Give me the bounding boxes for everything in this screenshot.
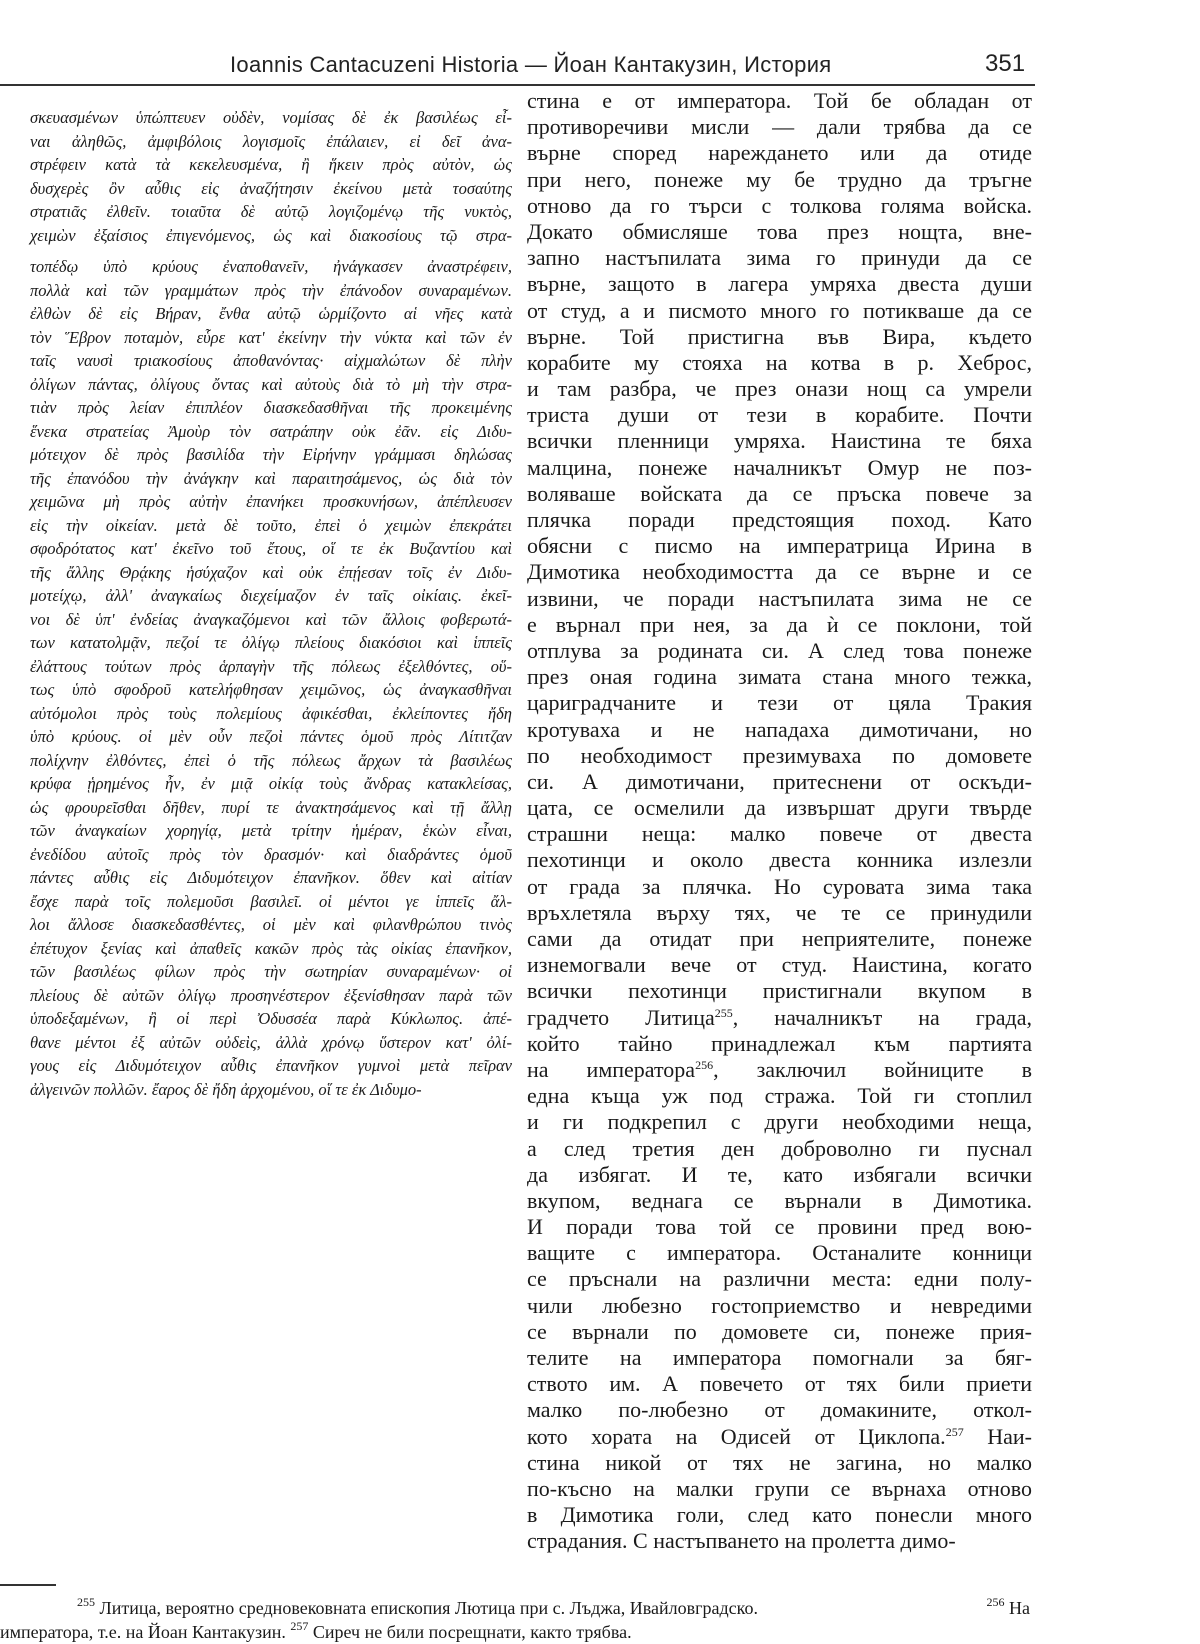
footnote-text: императора, т.е. на Йоан Кантакузин. xyxy=(0,1622,286,1642)
greek-text-line: σφοδρότατος κατ' ἐκεῖνο τοῦ ἔτους, οἵ τε ἐκ Βυζαντίου καὶ xyxy=(30,539,512,558)
line-text: цариградчаните и тези от цяла Тракия xyxy=(527,690,1032,716)
greek-text-line: των κατατολμᾷν, πεζοί τε ὀλίγῳ πλείους διακόσιοι καὶ ἱππεῖς xyxy=(30,633,512,652)
line-text: е върнал при нея, за да ѝ се поклони, той xyxy=(527,611,1032,637)
translation-text-line xyxy=(527,1162,1032,1188)
translation-text-line xyxy=(527,88,1032,114)
footnote-text: На xyxy=(1009,1598,1030,1618)
greek-text-line: ναι ἀληθῶς, ἀμφιβόλοις λογισμοῖς ἐπάλαιεν, εἰ δεῖ ἀνα- xyxy=(30,131,512,151)
translation-text-line xyxy=(527,926,1032,952)
translation-text-line xyxy=(527,350,1032,376)
greek-text-line: ὑπὸ κρύους. οἱ μὲν οὖν πεζοὶ πάντες ὁμοῦ πρὸς Λίτιτζαν xyxy=(30,727,512,746)
line-text: запно настъпилата зима го принуди да се xyxy=(527,245,1032,271)
translation-text-line xyxy=(527,874,1032,900)
greek-text-line: ἀλγεινῶν πολλῶν. ἔαρος δὲ ἤδη ἀρχομένου, οἵ τε ἐκ Διδυμο- xyxy=(30,1079,422,1099)
footnote-reference[interactable]: 255 xyxy=(714,1005,733,1020)
translation-text-line xyxy=(527,769,1032,795)
translation-text-line xyxy=(527,140,1032,166)
translation-text-line xyxy=(527,114,1032,140)
page-number: 351 xyxy=(985,50,1026,77)
running-header-title: Ioannis Cantacuzeni Historia — Йоан Кантакузин, История xyxy=(230,52,832,77)
line-text: да избягат. И те, като избягали всички xyxy=(527,1161,1032,1187)
translation-text-line xyxy=(527,1005,1032,1031)
translation-text-line xyxy=(527,664,1032,690)
greek-text-line: ἐλθὼν δὲ εἰς Βήραν, ἔνθα αὐτῷ ὡρμίζοντο αἱ νῆες κατὰ xyxy=(30,304,512,323)
footnote-reference[interactable]: 256 xyxy=(695,1057,714,1072)
line-text: малко по-любезно от домакините, откол- xyxy=(527,1397,1032,1423)
footnote-text: Литица, вероятно средновековната епископия Лютица при с. Лъджа, Ивайловградско. xyxy=(99,1598,758,1618)
line-text: вкупом, веднага се върнали в Димотика. xyxy=(527,1187,1032,1213)
translation-text-line xyxy=(527,271,1032,297)
greek-text-line: ὑποδεξαμένων, ἢ οἱ περὶ Ὀδυσσέα παρὰ Κύκλωπος. ἀπέ- xyxy=(30,1009,512,1028)
line-text: Докато обмисляше това през нощта, вне- xyxy=(527,218,1032,244)
line-text: кротуваха и не нападаха димотичани, но xyxy=(527,716,1032,742)
greek-text-line: γους εἰς Διδυμότειχον αὖθις ἐπανῆκον γυμνοὶ μετὰ πεῖραν xyxy=(30,1056,512,1075)
line-text: , началникът на града, xyxy=(732,1004,1032,1030)
translation-text-line xyxy=(527,1057,1032,1083)
footnote-number: 255 xyxy=(77,1595,95,1609)
greek-text-line: πολίχνην ἐλθόντες, ἐπεὶ ὁ τῆς πόλεως ἄρχων τὰ βασιλέως xyxy=(30,750,512,770)
translation-text-line xyxy=(527,612,1032,638)
greek-text-line: ἔσχε παρὰ τοῖς πολεμοῦσι βασιλεῖ. οἱ μέντοι γε ἱππεῖς ἄλ- xyxy=(30,891,512,911)
translation-text-line xyxy=(527,743,1032,769)
translation-text-line xyxy=(527,219,1032,245)
footnote-line xyxy=(0,1620,1030,1644)
greek-text-line: τῆς ἄλλης Θρᾴκης ἡσύχαζον καὶ οὐκ ἐπῄεσαν τοῖς ἐν Διδυ- xyxy=(30,562,512,582)
greek-text-line: ταῖς ναυσὶ τριακοσίους ἀποθανόντας· αἰχμαλώτων δὲ πλὴν xyxy=(30,351,512,370)
footnote-line xyxy=(0,1596,1030,1620)
translation-text-line xyxy=(527,821,1032,847)
greek-text-line: χειμὼν ἐξαίσιος ἐπιγενόμενος, ὡς καὶ διακοσίους τῷ στρα- xyxy=(30,225,512,245)
line-text: И поради това той се провини пред вою- xyxy=(527,1214,1032,1240)
line-text: ващите с императора. Останалите конници xyxy=(527,1240,1032,1266)
translation-text-line xyxy=(527,638,1032,664)
greek-text-line: στρέφειν κατὰ τὰ κεκελευσμένα, ἢ ἥκειν πρὸς αὐτὸν, ὡς xyxy=(30,155,512,174)
translation-text-line xyxy=(527,1214,1032,1240)
greek-text-line: τως ὑπὸ σφοδροῦ κατελήφθησαν χειμῶνος, ὡς ἀναγκασθῆναι xyxy=(30,680,512,699)
footnote-rule xyxy=(0,1584,56,1586)
line-text: една къща уж под стража. Той ги стоплил xyxy=(527,1083,1032,1109)
greek-text-line: χειμῶνα μὴ πρὸς αὐτὴν ἐπανήκει προσκυνήσων, ἀπέπλευσεν xyxy=(30,492,512,511)
line-text: градчето Литица xyxy=(527,1004,715,1030)
line-text: стина никой от тях не загина, но малко xyxy=(527,1449,1032,1475)
greek-text-line: πολλὰ καὶ τῶν γραμμάτων πρὸς τὴν ἐπάνοδον συναραμένων. xyxy=(30,280,512,300)
line-text: на императора xyxy=(527,1056,696,1082)
line-text: чили любезно гостоприемство и невредими xyxy=(527,1292,1032,1318)
line-text: върне, защото в лагера умряха двеста души xyxy=(527,271,1032,297)
translation-text-line xyxy=(527,795,1032,821)
translation-text-line xyxy=(527,167,1032,193)
translation-text-line xyxy=(527,1502,1032,1528)
translation-text-line xyxy=(527,507,1032,533)
translation-text-line xyxy=(527,1083,1032,1109)
translation-text-line xyxy=(527,245,1032,271)
line-text: воляваше войската да се пръска повече за xyxy=(527,480,1032,506)
line-text: в Димотика голи, след като понесли много xyxy=(527,1502,1032,1528)
line-text: и там разбра, че през онази нощ са умрели xyxy=(527,376,1032,402)
translation-text-line xyxy=(527,376,1032,402)
greek-text-line: ὡς φρουρεῖσθαι δῆθεν, πυρί τε ἀνακτησάμενος καὶ τῇ ἄλλῃ xyxy=(30,797,512,817)
greek-text-line: στρατιᾶς ἐλθεῖν. τοιαῦτα δὲ αὐτῷ λογιζομένῳ τῆς νυκτὸς, xyxy=(30,202,512,221)
line-text: през оная година зимата стана много тежка, xyxy=(527,664,1032,690)
greek-text-line: ἐλάττους τούτων πρὸς ἁρπαγὴν τῆς πόλεως ἐξελθόντες, οὕ- xyxy=(30,656,512,676)
greek-text-line: αὐτόμολοι πρὸς τοὺς πολεμίους ἀφικέσθαι, ἐκλείποντες ἤδη xyxy=(30,703,512,723)
line-text: по-късно на малки групи се върнаха отново xyxy=(527,1475,1032,1501)
line-text: се върнали по домовете си, понеже прия- xyxy=(527,1318,1032,1344)
footnote-number: 256 xyxy=(986,1595,1005,1609)
footnote-256-start xyxy=(987,1596,1031,1620)
line-text: плячка поради предстоящия поход. Като xyxy=(527,507,1032,532)
translation-text-line xyxy=(527,533,1032,559)
greek-text-line: εἰς τὴν οἰκείαν. μετὰ δὲ τοῦτο, ἐπεὶ ὁ χειμὼν ἐπεκράτει xyxy=(30,515,512,535)
greek-text-line: νοι δὲ ὑπ' ἐνδείας ἀναγκαζόμενοι καὶ τῶν ἄλλοις φοβερωτά- xyxy=(30,609,512,629)
line-text: изнемогвали вече от студ. Наистина, когато xyxy=(527,952,1032,978)
line-text: и ги подкрепил с други необходими неща, xyxy=(527,1109,1032,1135)
translation-text-line xyxy=(527,1397,1032,1423)
line-text: върне според нареждането или да отиде xyxy=(527,140,1032,166)
line-text: ството им. А повечето от тях били приети xyxy=(527,1371,1032,1397)
greek-text-line: πλείους δὲ αὐτῶν ὀλίγῳ προσηνέστερον ἐξενίσθησαν παρὰ τῶν xyxy=(30,985,512,1005)
line-text: триста души от тези в корабите. Почти xyxy=(527,402,1032,428)
translation-text-line xyxy=(527,559,1032,585)
greek-text-line: ἕνεκα στρατείας Ἀμοὺρ τὸν σατράπην οὐκ ἐᾶν. εἰς Διδυ- xyxy=(30,421,512,441)
line-text: отплува за родината си. А след това понеже xyxy=(527,637,1032,663)
footnote-text: Сиреч не били посрещнати, както трябва. xyxy=(312,1622,632,1642)
line-text: върне. Той пристигна във Вира, където xyxy=(527,323,1032,349)
line-text: а след третия ден доброволно ги пуснал xyxy=(527,1135,1032,1161)
greek-text-column xyxy=(30,106,512,1101)
footnote-number: 257 xyxy=(290,1619,309,1633)
line-text: малцина, понеже началникът Омур не поз- xyxy=(527,454,1032,480)
translation-text-line xyxy=(527,952,1032,978)
footnote-reference[interactable]: 257 xyxy=(945,1424,964,1439)
translation-text-line xyxy=(527,193,1032,219)
translation-text-line xyxy=(527,717,1032,743)
translation-text-line xyxy=(527,1528,1032,1554)
translation-text-line xyxy=(527,324,1032,350)
greek-text-line: ἐπέτυχον ξενίας καὶ ἀπαθεῖς κακῶν πρὸς τὰς οἰκίας ἐπανῆκον, xyxy=(30,938,512,958)
line-text: цата, се осмелили да извършат други твърде xyxy=(527,795,1032,821)
greek-text-line: τῆς ἐπανόδου τὴν ἀνάγκην καὶ παραιτησάμενος, ὡς διὰ τὸν xyxy=(30,468,512,488)
line-text: Димотика необходимостта да се върне и се xyxy=(527,559,1032,585)
footnotes xyxy=(0,1596,1030,1644)
translation-text-line xyxy=(527,1240,1032,1266)
line-text: от града за плячка. Но суровата зима така xyxy=(527,873,1032,899)
greek-text-line: δυσχερὲς ὂν αὖθις εἰς ἀναζήτησιν ἐκείνου μετὰ τοσαύτης xyxy=(30,178,512,198)
line-text: телите на императора помогнали за бяг- xyxy=(527,1345,1032,1370)
line-text: връхлетяла върху тях, че те се принудили xyxy=(527,899,1032,925)
greek-text-line: τιὰν πρὸς λείαν ἐπιπλέον διασκεδασθῆναι τῆς προκειμένης xyxy=(30,398,512,417)
line-text: извини, че поради настъпилата зима не се xyxy=(527,585,1032,611)
line-text: си. А димотичани, притеснени от оскъди- xyxy=(527,768,1032,794)
translation-text-line xyxy=(527,1136,1032,1162)
greek-text-line: μότειχον δὲ πρὸς βασιλίδα τὴν Εἰρήνην γράμμασι δηλώσας xyxy=(30,445,512,464)
greek-text-line: τὸν Ἕβρον ποταμὸν, εὗρε κατ' ἐκείνην τὴν νύκτα καὶ τῶν ἐν xyxy=(30,327,512,347)
greek-text-line: τῶν βασιλέως φίλων πρὸς τὴν σωτηρίαν συναραμένων· οἱ xyxy=(30,962,512,981)
translation-text-line xyxy=(527,690,1032,716)
line-text: който тайно принадлежал към партията xyxy=(527,1030,1032,1056)
translation-text-line xyxy=(527,1109,1032,1135)
greek-text-line: τοπέδῳ ὑπὸ κρύους ἐναποθανεῖν, ἠνάγκασεν ἀναστρέφειν, xyxy=(30,257,512,276)
line-text: се пръснали на различни места: едни полу- xyxy=(527,1266,1032,1292)
greek-text-line: κρύφα ᾑρημένος ἦν, ἐν μιᾷ οἰκίᾳ τοὺς ἄνδρας κατακλείσας, xyxy=(30,774,512,793)
translation-text-line xyxy=(527,586,1032,612)
translation-text-line xyxy=(527,1450,1032,1476)
line-text: кото хората на Одисей от Циклопа. xyxy=(527,1423,946,1449)
header-rule xyxy=(0,84,1035,86)
translation-text-line xyxy=(527,1188,1032,1214)
line-text: пехотинци и около двеста конника излезли xyxy=(527,847,1032,873)
translation-text-line xyxy=(527,847,1032,873)
greek-text-line: μοτείχῳ, ἀλλ' ἀναγκαίως διεχείμαζον ἐν ταῖς οἰκίαις. ἐκεῖ- xyxy=(30,586,512,605)
greek-text-line: λοι ἄλλοσε διασκεδασθέντες, οἱ μὲν καὶ φιλανθρώπου τινὸς xyxy=(30,915,512,934)
translation-text-line xyxy=(527,455,1032,481)
translation-text-line xyxy=(527,481,1032,507)
greek-text-line: τῶν ἀναγκαίων χορηγίᾳ, μετὰ τρίτην ἡμέραν, ἑκὼν εἶναι, xyxy=(30,821,512,840)
line-text: страшни неща: малко повече от двеста xyxy=(527,821,1032,847)
translation-text-line xyxy=(527,1371,1032,1397)
translation-text-line xyxy=(527,402,1032,428)
translation-text-line xyxy=(527,1424,1032,1450)
line-text: стина е от императора. Той бе обладан от xyxy=(527,88,1032,113)
line-text: сами да отидат при неприятелите, понеже xyxy=(527,926,1032,951)
line-text: страдания. С настъпването на пролетта димо- xyxy=(527,1528,956,1554)
bulgarian-translation-column xyxy=(527,88,1032,1555)
line-text: всички пехотинци пристигнали вкупом в xyxy=(527,978,1032,1004)
greek-text-line: ὀλίγων πάντας, ὀλίγους ὄντας καὶ αὐτοὺς διὰ τὸ μὴ τὴν στρα- xyxy=(30,374,512,394)
line-text: противоречиви мисли — дали трябва да се xyxy=(527,114,1032,140)
line-text: от студ, а и писмото много го потикваше да се xyxy=(527,297,1032,323)
translation-text-line xyxy=(527,428,1032,454)
translation-text-line xyxy=(527,900,1032,926)
translation-text-line xyxy=(527,1345,1032,1371)
greek-text-line: σκευασμένων ὑπώπτευεν οὐδὲν, νομίσας δὲ ἐκ βασιλέως εἶ- xyxy=(30,108,512,127)
translation-text-line xyxy=(527,1319,1032,1345)
translation-text-line xyxy=(527,1266,1032,1292)
line-text: по необходимост презимуваха по домовете xyxy=(527,742,1032,768)
line-text: всички пленници умряха. Наистина те бяха xyxy=(527,428,1032,454)
line-text: , заключил войниците в xyxy=(713,1056,1032,1082)
translation-text-line xyxy=(527,1031,1032,1057)
line-text: Наи- xyxy=(963,1423,1032,1449)
line-text: при него, понеже му бе трудно да тръгне xyxy=(527,166,1032,192)
greek-text-line: πάντες αὖθις εἰς Διδυμότειχον ἐπανῆκον. ὅθεν καὶ αἰτίαν xyxy=(30,868,512,887)
line-text: корабите му стояха на котва в р. Хеброс, xyxy=(527,349,1032,375)
greek-text-line: ἐνεδίδου αὐτοῖς πρὸς τὸν δρασμόν· καὶ διαδράντες ὁμοῦ xyxy=(30,844,512,864)
line-text: отново да го търси с толкова голяма войска. xyxy=(527,192,1032,218)
translation-text-line xyxy=(527,978,1032,1004)
line-text: обясни с писмо на императрица Ирина в xyxy=(527,533,1032,559)
translation-text-line xyxy=(527,1476,1032,1502)
translation-text-line xyxy=(527,1293,1032,1319)
greek-text-line: θανε μέντοι ἐξ αὐτῶν οὐδεὶς, ἀλλὰ χρόνῳ ὕστερον κατ' ὀλί- xyxy=(30,1032,512,1052)
translation-text-line xyxy=(527,298,1032,324)
